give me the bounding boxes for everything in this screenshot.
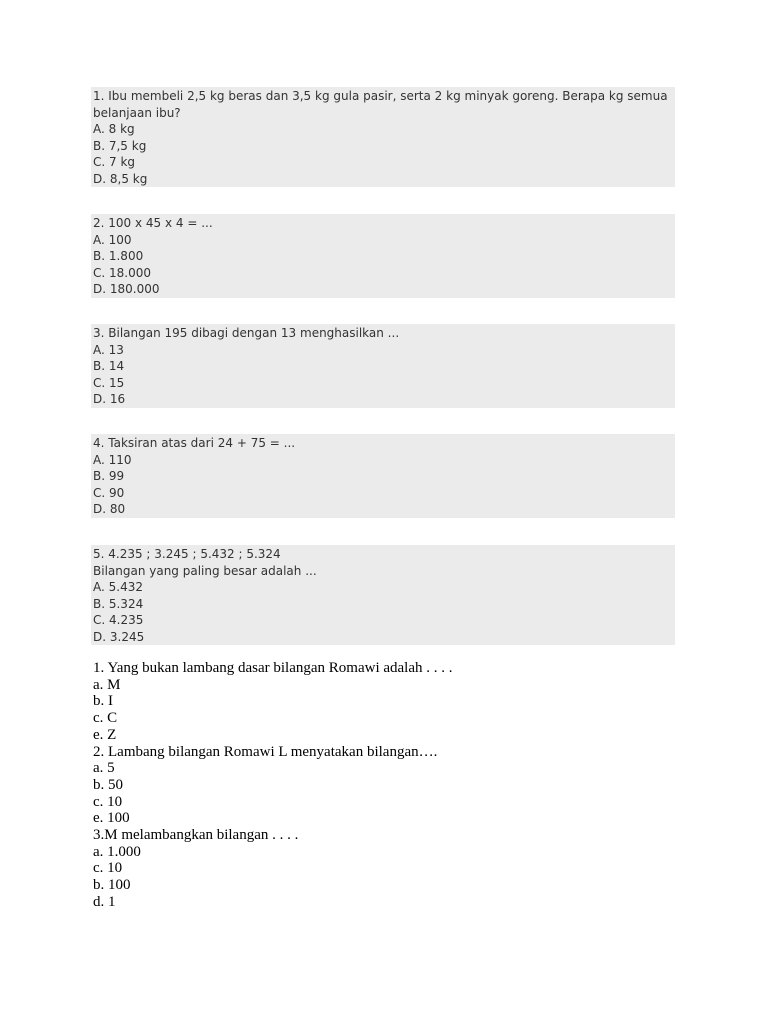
option-a: A. 13 <box>93 342 124 357</box>
option: e. 100 <box>93 810 130 827</box>
option: b. 50 <box>93 776 123 793</box>
option-c: C. 7 kg <box>93 155 136 169</box>
option: a. 5 <box>93 760 115 777</box>
option-a: A. 8 kg <box>93 122 135 136</box>
option-c: C. 90 <box>93 485 125 500</box>
option-d: D. 8,5 kg <box>93 171 148 186</box>
option-d: D. 180.000 <box>93 282 160 296</box>
option-c: C. 4.235 <box>93 613 144 627</box>
question-block-4 <box>91 434 675 518</box>
option-b: B. 5.324 <box>93 596 144 611</box>
option: b. I <box>93 693 113 710</box>
option-d: D. 16 <box>93 392 126 406</box>
question-text: 1. Ibu membeli 2,5 kg beras dan 3,5 kg gula pasir, serta 2 kg minyak goreng. Berapa kg semua belanjaan ibu? <box>93 89 668 120</box>
option: a. 1.000 <box>93 843 141 860</box>
option-b: B. 99 <box>93 469 125 483</box>
question-text: 4. Taksiran atas dari 24 + 75 = ... <box>93 436 296 450</box>
option-c: C. 18.000 <box>93 265 151 280</box>
option-b: B. 1.800 <box>93 249 144 263</box>
option-a: A. 100 <box>93 232 132 247</box>
option: c. C <box>93 710 118 727</box>
option-d: D. 80 <box>93 502 126 516</box>
question-text: 1. Yang bukan lambang dasar bilangan Romawi adalah . . . . <box>93 660 453 676</box>
option: c. 10 <box>93 793 123 810</box>
option-a: A. 5.432 <box>93 580 143 594</box>
option-b: B. 7,5 kg <box>93 138 147 153</box>
question-text: 2. Lambang bilangan Romawi L menyatakan bilangan…. <box>93 743 438 760</box>
option-a: A. 110 <box>93 452 132 467</box>
question-block-5 <box>91 545 675 645</box>
question-text: 3. Bilangan 195 dibagi dengan 13 menghasilkan ... <box>93 326 400 340</box>
question-block-2 <box>91 214 675 298</box>
question-text-line-2: Bilangan yang paling besar adalah ... <box>93 563 317 578</box>
question-block-1 <box>91 87 675 187</box>
question-block-3 <box>91 324 675 408</box>
question-text: 2. 100 x 45 x 4 = ... <box>93 216 213 230</box>
option-b: B. 14 <box>93 359 125 373</box>
question-text: 5. 4.235 ; 3.245 ; 5.432 ; 5.324 <box>93 547 281 561</box>
option: c. 10 <box>93 860 123 877</box>
option: e. Z <box>93 726 117 743</box>
option-c: C. 15 <box>93 375 125 390</box>
roman-numeral-questions <box>93 660 653 911</box>
option: a. M <box>93 676 121 693</box>
question-text: 3.M melambangkan bilangan . . . . <box>93 827 299 844</box>
option: d. 1 <box>93 893 116 910</box>
option-d: D. 3.245 <box>93 629 145 644</box>
option: b. 100 <box>93 877 131 894</box>
